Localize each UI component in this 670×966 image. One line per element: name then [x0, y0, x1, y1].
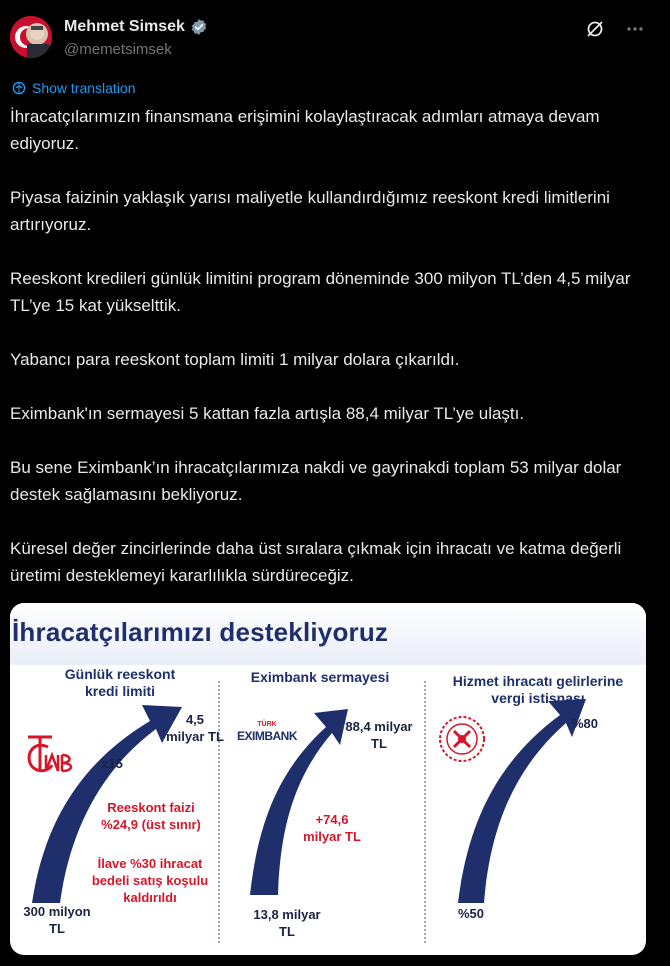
verified-badge-icon [190, 18, 208, 36]
eximbank-logo: TÜRK EXIMBANK [236, 721, 297, 743]
tweet-media-image[interactable] [10, 603, 646, 955]
tweet-paragraph: İhracatçılarımızın finansmana erişimini kolaylaştıracak adımları atmaya devam ediyoruz. [10, 107, 600, 153]
tweet-paragraph: Yabancı para reeskont toplam limiti 1 milyar dolara çıkarıldı. [10, 350, 460, 369]
panel3-bottom-value: %50 [457, 906, 485, 921]
avatar[interactable] [10, 16, 52, 58]
panel1-heading: Günlük reeskont kredi limiti [64, 666, 176, 699]
tweet-paragraph: Reeskont kredileri günlük limitini program döneminde 300 milyon TL’den 4,5 milyar TL’ye 15 kat yükselttik. [10, 269, 631, 315]
show-translation[interactable] [12, 80, 136, 96]
show-translation-label[interactable]: Show translation [32, 80, 136, 96]
tweet-paragraph: Eximbank'ın sermayesi 5 kattan fazla artışla 88,4 milyar TL’ye ulaştı. [10, 404, 525, 423]
more-options-icon[interactable] [624, 18, 646, 40]
panel2-increase: +74,6 milyar TL [303, 812, 361, 844]
user-handle[interactable]: @memetsimsek [64, 41, 172, 58]
panel3-top-value: %80 [571, 716, 599, 731]
tweet-header [10, 12, 660, 68]
panel1-top-value: 4,5 milyar TL [166, 712, 224, 744]
translate-icon [12, 81, 26, 95]
grok-icon[interactable] [584, 18, 606, 40]
tweet-paragraph: Küresel değer zincirlerinde daha üst sıralara çıkmak için ihracatı ve katma değerli üretimi desteklemeyi kararlılıkla sürdüreceğiz. [10, 539, 622, 585]
tweet-paragraph: Bu sene Eximbank’ın ihracatçılarımıza nakdi ve gayrinakdi toplam 53 milyar dolar destek sağlamasını bekliyoruz. [10, 458, 622, 504]
panel2-top-value: 88,4 milyar TL [345, 719, 413, 751]
panel2-heading: Eximbank sermayesi [250, 669, 390, 685]
name-row [64, 18, 208, 36]
panel2-bottom-value: 13,8 milyar TL [253, 907, 321, 939]
ministry-logo [440, 717, 484, 761]
panel3-heading: Hizmet ihracatı gelirlerine vergi istisnası [452, 673, 624, 706]
panel1-note-condition: İlave %30 ihracat bedeli satış koşulu kaldırıldı [91, 856, 209, 905]
tweet-paragraph: Piyasa faizinin yaklaşık yarısı maliyetle kullandırdığımız reeskont kredi limitlerini artırıyoruz. [10, 188, 610, 234]
display-name[interactable]: Mehmet Simsek [64, 18, 185, 35]
media-title: İhracatçılarımızı destekliyoruz [12, 617, 389, 647]
tweet-text [10, 103, 658, 616]
tcmb-logo-label [28, 733, 88, 777]
panel1-note-interest: Reeskont faizi %24,9 (üst sınır) [101, 800, 201, 832]
panel1-bottom-value: 300 milyon TL [23, 904, 91, 936]
panel1-multiplier: x15 [101, 756, 123, 771]
